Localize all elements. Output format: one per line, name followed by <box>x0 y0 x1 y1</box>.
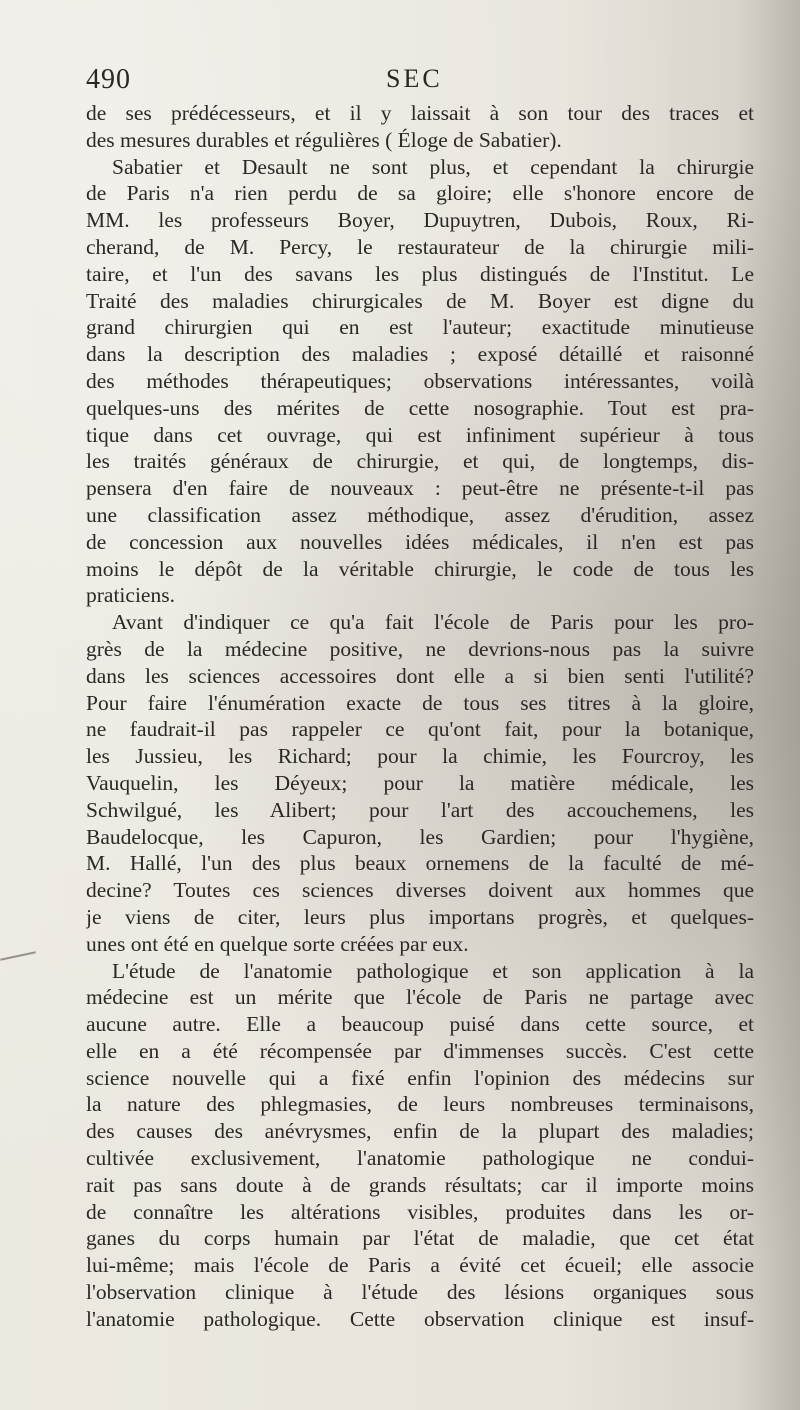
text-line: la nature des phlegmasies, de leurs nombreuses terminaisons, <box>86 1092 754 1117</box>
paragraph-start-line: L'étude de l'anatomie pathologique et son application à la <box>112 958 754 983</box>
text-line: cultivée exclusivement, l'anatomie pathologique ne condui- <box>86 1146 754 1171</box>
running-head: SEC <box>386 64 443 93</box>
text-line: cherand, de M. Percy, le restaurateur de la chirurgie mili- <box>86 234 754 259</box>
text-line: l'anatomie pathologique. Cette observation clinique est insuf- <box>86 1306 754 1331</box>
text-line: grand chirurgien qui en est l'auteur; exactitude minutieuse <box>86 315 754 340</box>
text-line: M. Hallé, l'un des plus beaux ornemens de la faculté de mé- <box>86 851 754 876</box>
text-line: decine? Toutes ces sciences diverses doivent aux hommes que <box>86 878 754 903</box>
text-line: les traités généraux de chirurgie, et qui, de longtemps, dis- <box>86 449 754 474</box>
paragraph-start-line: Sabatier et Desault ne sont plus, et cependant la chirurgie <box>112 154 754 179</box>
text-line: praticiens. <box>86 583 175 608</box>
text-line: Baudelocque, les Capuron, les Gardien; pour l'hygiène, <box>86 824 754 849</box>
text-line: moins le dépôt de la véritable chirurgie, le code de tous les <box>86 556 754 581</box>
text-line: Traité des maladies chirurgicales de M. Boyer est digne du <box>86 288 754 313</box>
text-line: des méthodes thérapeutiques; observations intéressantes, voilà <box>86 368 754 393</box>
text-line: médecine est un mérite que l'école de Paris ne partage avec <box>86 985 754 1010</box>
body-text <box>86 100 754 1333</box>
text-line: Schwilgué, les Alibert; pour l'art des accouchemens, les <box>86 797 754 822</box>
text-line: de concession aux nouvelles idées médicales, il n'en est pas <box>86 529 754 554</box>
text-line: Vauquelin, les Déyeux; pour la matière médicale, les <box>86 770 754 795</box>
text-line: rait pas sans doute à de grands résultats; car il importe moins <box>86 1172 754 1197</box>
text-line: de Paris n'a rien perdu de sa gloire; elle s'honore encore de <box>86 181 754 206</box>
text-line: ganes du corps humain par l'état de maladie, que cet état <box>86 1226 754 1251</box>
text-line: MM. les professeurs Boyer, Dupuytren, Dubois, Roux, Ri- <box>86 208 754 233</box>
text-line: Pour faire l'énumération exacte de tous ses titres à la gloire, <box>86 690 754 715</box>
text-line: de ses prédécesseurs, et il y laissait à son tour des traces et <box>86 101 754 125</box>
text-line: dans les sciences accessoires dont elle a si bien senti l'utilité? <box>86 663 754 688</box>
text-line: ne faudrait-il pas rappeler ce qu'ont fait, pour la botanique, <box>86 717 754 742</box>
text-line: science nouvelle qui a fixé enfin l'opinion des médecins sur <box>86 1065 754 1090</box>
text-line: tique dans cet ouvrage, qui est infiniment supérieur à tous <box>86 422 754 447</box>
text-line: l'observation clinique à l'étude des lésions organiques sous <box>86 1280 754 1305</box>
text-line: taire, et l'un des savans les plus distingués de l'Institut. Le <box>86 261 754 286</box>
text-line: dans la description des maladies ; exposé détaillé et raisonné <box>86 342 754 367</box>
text-line: des mesures durables et régulières ( Éloge de Sabatier). <box>86 127 562 152</box>
text-line: quelques-uns des mérites de cette nosographie. Tout est pra- <box>86 395 754 420</box>
text-line: des causes des anévrysmes, enfin de la plupart des maladies; <box>86 1119 754 1144</box>
text-line: je viens de citer, leurs plus importans progrès, et quelques- <box>86 904 754 929</box>
page-number: 490 <box>86 64 131 95</box>
text-line: de connaître les altérations visibles, produites dans les or- <box>86 1199 754 1224</box>
text-line: elle en a été récompensée par d'immenses succès. C'est cette <box>86 1038 754 1063</box>
text-line: les Jussieu, les Richard; pour la chimie, les Fourcroy, les <box>86 744 754 769</box>
margin-pencil-mark <box>0 951 36 960</box>
text-line: aucune autre. Elle a beaucoup puisé dans cette source, et <box>86 1012 754 1037</box>
text-line: lui-même; mais l'école de Paris a évité cet écueil; elle associe <box>86 1253 754 1278</box>
text-line: pensera d'en faire de nouveaux : peut-être ne présente-t-il pas <box>86 476 754 501</box>
page-header <box>86 62 754 98</box>
paragraph-start-line: Avant d'indiquer ce qu'a fait l'école de Paris pour les pro- <box>112 610 754 635</box>
text-line: unes ont été en quelque sorte créées par eux. <box>86 931 469 956</box>
text-line: une classification assez méthodique, assez d'érudition, assez <box>86 502 754 527</box>
text-line: grès de la médecine positive, ne devrions-nous pas la suivre <box>86 636 754 661</box>
